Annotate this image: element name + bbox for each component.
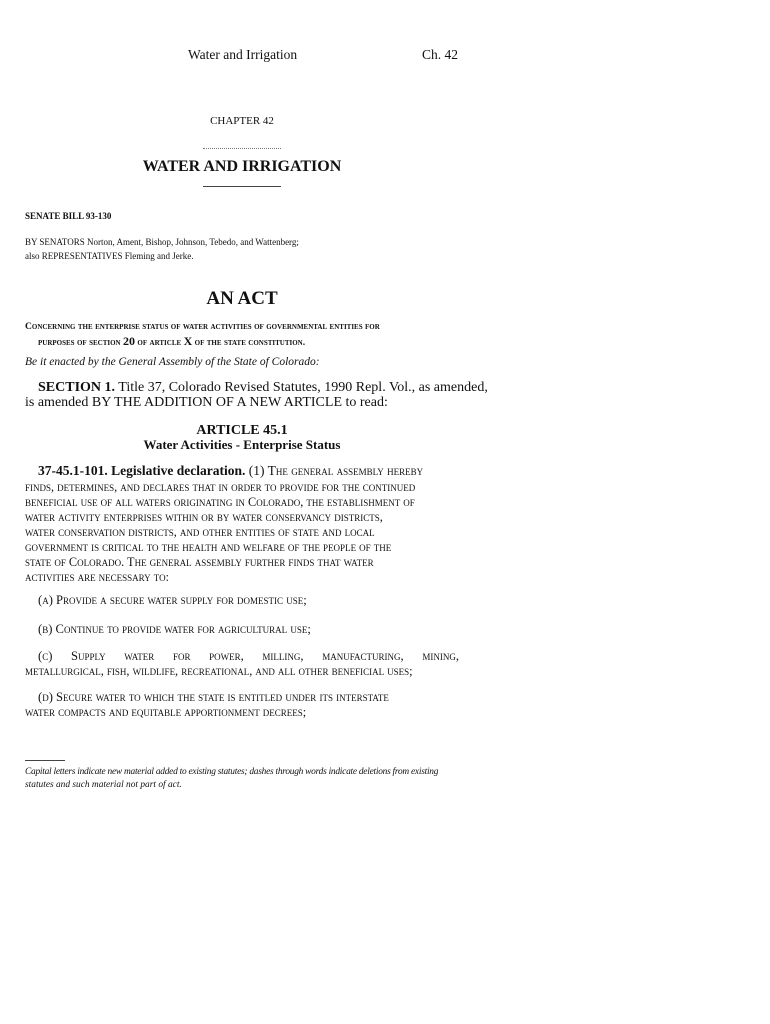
concerning-text-c: of the state constitution.	[192, 337, 306, 348]
declaration-line-3: beneficial use of all waters originating in Colorado, the establishment of	[25, 495, 415, 509]
declaration-line-1	[38, 463, 423, 479]
running-header-title: Water and Irrigation	[188, 47, 298, 62]
bill-number: SENATE BILL 93-130	[25, 211, 112, 221]
concerning-text-a: purposes of section	[38, 337, 123, 348]
sponsors-representatives: also REPRESENTATIVES Fleming and Jerke.	[25, 251, 194, 261]
sponsors-senators: BY SENATORS Norton, Ament, Bishop, Johnson, Tebedo, and Wattenberg;	[25, 237, 299, 247]
concerning-text-b: of article	[135, 337, 184, 348]
footnote-line-1: Capital letters indicate new material added to existing statutes; dashes through words indicate deletions from existing	[25, 767, 439, 777]
declaration-line-6: government is critical to the health and welfare of the people of the	[25, 540, 392, 554]
footnote-line-2: statutes and such material not part of act.	[25, 780, 182, 790]
footnote-rule	[25, 760, 65, 761]
chapter-label: CHAPTER 42	[210, 115, 274, 127]
item-c-line-1: (c) Supply water for power, milling, manufacturing, mining,	[38, 649, 459, 663]
enacting-clause: Be it enacted by the General Assembly of the State of Colorado:	[25, 356, 320, 368]
section-1-text-1: Title 37, Colorado Revised Statutes, 1990 Repl. Vol., as amended,	[115, 380, 488, 395]
chapter-title: WATER AND IRRIGATION	[142, 158, 342, 175]
item-d-line-1: (d) Secure water to which the state is entitled under its interstate	[38, 690, 389, 704]
running-header-chapter: Ch. 42	[422, 47, 459, 62]
declaration-label: 37-45.1-101. Legislative declaration.	[38, 463, 246, 478]
chapter-divider-top	[203, 148, 281, 149]
item-b: (b) Continue to provide water for agricultural use;	[38, 622, 311, 636]
item-a: (a) Provide a secure water supply for domestic use;	[38, 593, 307, 607]
section-1-label: SECTION 1.	[38, 380, 116, 395]
concerning-article-number: X	[183, 334, 193, 348]
declaration-line-7: state of Colorado. The general assembly further finds that water	[25, 555, 374, 569]
act-heading: AN ACT	[206, 288, 278, 309]
declaration-line-8: activities are necessary to:	[25, 570, 169, 584]
article-number: ARTICLE 45.1	[196, 423, 288, 438]
declaration-text-1: (1) The general assembly hereby	[248, 463, 424, 478]
chapter-divider-bottom	[203, 186, 281, 187]
concerning-line-2	[38, 334, 305, 349]
declaration-line-5: water conservation districts, and other entities of state and local	[25, 525, 375, 539]
section-1-line-1	[38, 380, 488, 396]
item-c-line-2: metallurgical, fish, wildlife, recreational, and all other beneficial uses;	[25, 664, 413, 678]
section-1-line-2: is amended BY THE ADDITION OF A NEW ARTICLE to read:	[25, 395, 388, 410]
declaration-line-2: finds, determines, and declares that in order to provide for the continued	[25, 480, 416, 494]
concerning-line-1: Concerning the enterprise status of water activities of governmental entities for	[25, 321, 380, 332]
item-d-line-2: water compacts and equitable apportionment decrees;	[25, 705, 307, 719]
declaration-line-4: water activity enterprises within or by water conservancy districts,	[25, 510, 383, 524]
article-title: Water Activities - Enterprise Status	[143, 437, 341, 452]
concerning-section-number: 20	[123, 334, 135, 348]
